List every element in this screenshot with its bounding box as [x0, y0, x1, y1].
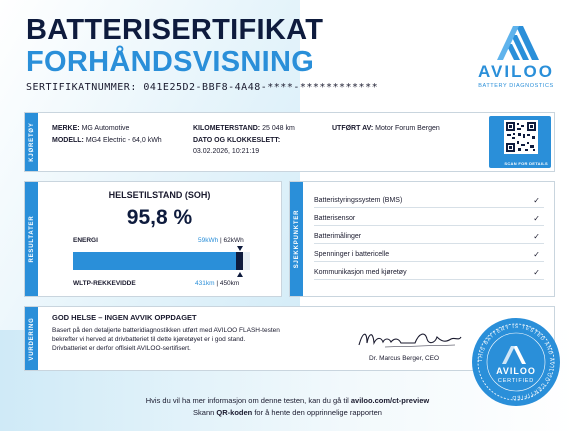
make-row	[52, 125, 129, 132]
checks-side-tab	[290, 182, 303, 296]
check-icon: ✓	[533, 214, 540, 223]
check-icon: ✓	[533, 268, 540, 277]
mileage-value: 25 048 km	[262, 125, 295, 132]
date-key-row	[193, 137, 280, 144]
results-panel	[24, 181, 282, 297]
footer-link[interactable]: aviloo.com/ct-preview	[350, 396, 430, 405]
check-label: Kommunikasjon med kjøretøy	[314, 269, 407, 276]
logo-word: AVILOO	[478, 62, 554, 81]
qr-caption: SCAN FOR DETAILS	[504, 161, 548, 166]
soh-bar-fill	[73, 252, 236, 270]
check-item	[314, 266, 544, 280]
logo-subtitle: BATTERY DIAGNOSTICS	[478, 83, 554, 89]
performed-row	[332, 125, 440, 132]
date-key: DATO OG KLOKKESLETT:	[193, 137, 281, 144]
aviloo-logo	[476, 26, 556, 89]
mileage-row	[193, 125, 295, 132]
energy-label: ENERGI	[73, 237, 98, 244]
verdict-line-2: bekrefter vi herved at drivbatteriet til dette kjøretøyet er i god stand.	[52, 336, 246, 343]
model-key: MODELL:	[52, 137, 84, 144]
check-item	[314, 230, 544, 244]
check-icon: ✓	[533, 196, 540, 205]
footer-text: Hvis du vil ha mer informasjon om denne testen, kan du gå til	[145, 396, 351, 405]
performed-key: UTFØRT AV:	[332, 125, 374, 132]
check-icon: ✓	[533, 250, 540, 259]
page-title: BATTERISERTIFIKAT	[26, 14, 324, 46]
badge-word: AVILOO	[496, 366, 536, 376]
check-label: Spenninger i battericelle	[314, 251, 390, 258]
range-marker-icon	[237, 272, 243, 277]
make-key: MERKE:	[52, 125, 80, 132]
wltp-label: WLTP-REKKEVIDDE	[73, 280, 136, 287]
verdict-title: GOD HELSE – INGEN AVVIK OPPDAGET	[52, 313, 197, 322]
wltp-measured: 431km	[195, 280, 215, 287]
wltp-nominal: | 450km	[216, 280, 240, 287]
qr-code-icon	[504, 120, 538, 154]
energy-measured: 59kWh	[198, 237, 219, 244]
performed-value: Motor Forum Bergen	[375, 125, 440, 132]
page-subtitle: FORHÅNDSVISNING	[26, 46, 315, 78]
verdict-line-1: Basert på den detaljerte batteridiagnostikken utført med AVILOO FLASH-testen	[52, 327, 280, 334]
footer-qr-text: QR-koden	[216, 408, 253, 417]
check-item	[314, 248, 544, 262]
vehicle-panel	[24, 112, 555, 172]
soh-bar-end	[236, 252, 243, 270]
aviloo-stripes-icon	[493, 26, 539, 60]
badge-sub: CERTIFIED	[497, 378, 535, 384]
make-value: MG Automotive	[81, 125, 130, 132]
qr-code[interactable]	[489, 116, 551, 168]
footer-text: Skann	[193, 408, 217, 417]
verdict-side-tab	[25, 307, 38, 370]
check-label: Batterisensor	[314, 215, 356, 222]
check-item	[314, 194, 544, 208]
footer-text: for å hente den opprinnelige rapporten	[252, 408, 382, 417]
badge-ring-text: THIS BATTERY IS TESTED AND AVILOO CERTIFIED	[477, 323, 555, 401]
results-side-tab	[25, 182, 38, 296]
model-row	[52, 137, 162, 144]
soh-bar	[73, 252, 250, 270]
verdict-line-3: Drivbatteriet er derfor offisielt AVILOO-sertifisert.	[52, 345, 191, 352]
verdict-side-label: VURDERING	[28, 316, 35, 361]
footer-line-2	[0, 408, 575, 417]
check-item	[314, 212, 544, 226]
checks-side-label: SJEKKPUNKTER	[293, 209, 300, 269]
model-value: MG4 Electric - 64,0 kWh	[85, 137, 162, 144]
footer-line-1	[0, 396, 575, 405]
certified-badge-icon	[470, 316, 562, 408]
signature-icon	[355, 325, 465, 353]
soh-label: HELSETILSTAND (SOH)	[108, 190, 211, 200]
checks-panel	[289, 181, 555, 297]
check-label: Batteristyringssystem (BMS)	[314, 197, 403, 204]
results-side-label: RESULTATER	[28, 215, 35, 263]
check-label: Batterimålinger	[314, 233, 362, 240]
wltp-values	[195, 280, 239, 287]
soh-value: 95,8 %	[126, 206, 193, 229]
mileage-key: KILOMETERSTAND:	[193, 125, 261, 132]
date-value: 03.02.2026, 10:21:19	[193, 148, 260, 155]
signer-name: Dr. Marcus Berger, CEO	[369, 355, 440, 362]
check-icon: ✓	[533, 232, 540, 241]
energy-values	[198, 237, 244, 244]
vehicle-side-tab	[25, 113, 38, 171]
certificate-number: SERTIFIKATNUMMER: 041E25D2-BBF8-4A48-****-************	[26, 82, 379, 93]
energy-marker-icon	[237, 246, 243, 251]
vehicle-side-label: KJØRETØY	[28, 122, 35, 162]
energy-nominal: | 62kWh	[220, 237, 244, 244]
